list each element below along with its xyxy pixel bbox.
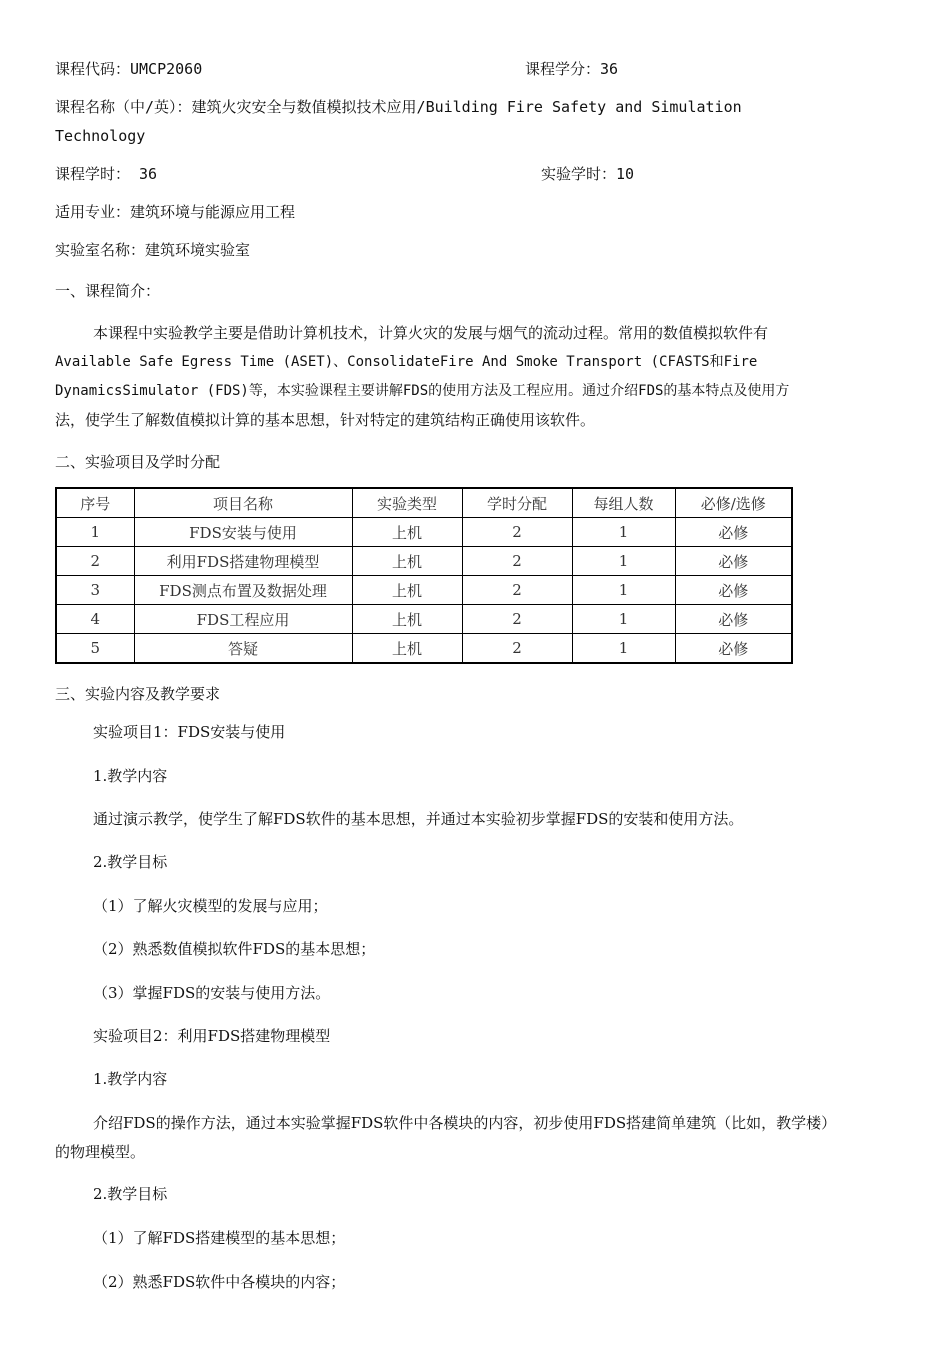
cell-hours: 2: [462, 547, 572, 576]
cell-group-size: 1: [572, 547, 675, 576]
cell-index: 4: [56, 605, 134, 634]
project1-goal-2: （2）熟悉数值模拟软件FDS的基本思想；: [93, 940, 376, 958]
cell-index: 5: [56, 634, 134, 664]
project1-goals-heading: 2.教学目标: [93, 853, 168, 871]
applicable-major: 适用专业：建筑环境与能源应用工程: [55, 203, 296, 221]
course-code: 课程代码：UMCP2060: [55, 60, 203, 78]
header-project-name: 项目名称: [134, 488, 352, 518]
cell-group-size: 1: [572, 518, 675, 547]
cell-required: 必修: [675, 605, 792, 634]
header-index: 序号: [56, 488, 134, 518]
cell-required: 必修: [675, 547, 792, 576]
course-credit: 课程学分：36: [525, 60, 619, 78]
course-name-line1: 课程名称（中/英）：建筑火灾安全与数值模拟技术应用/Building Fire Safety and Simulation: [55, 98, 742, 116]
cell-group-size: 1: [572, 605, 675, 634]
project2-goal-1: （1）了解FDS搭建模型的基本思想；: [93, 1229, 346, 1247]
table-row: [56, 547, 792, 576]
table-header-row: [56, 488, 792, 518]
cell-index: 3: [56, 576, 134, 605]
course-hours: 课程学时： 36: [55, 165, 158, 183]
cell-group-size: 1: [572, 576, 675, 605]
cell-lab-type: 上机: [352, 547, 462, 576]
header-required: 必修/选修: [675, 488, 792, 518]
project1-title: 实验项目1：FDS安装与使用: [93, 723, 286, 741]
table-row: [56, 518, 792, 547]
cell-hours: 2: [462, 576, 572, 605]
cell-index: 1: [56, 518, 134, 547]
intro-line-1: 本课程中实验教学主要是借助计算机技术，计算火灾的发展与烟气的流动过程。常用的数值模拟软件有: [93, 324, 769, 342]
cell-project-name: 答疑: [134, 634, 352, 664]
cell-lab-type: 上机: [352, 518, 462, 547]
project1-content-heading: 1.教学内容: [93, 767, 168, 785]
cell-required: 必修: [675, 634, 792, 664]
cell-project-name: FDS安装与使用: [134, 518, 352, 547]
project2-goals-heading: 2.教学目标: [93, 1185, 168, 1203]
intro-line-3: DynamicsSimulator (FDS)等，本实验课程主要讲解FDS的使用方法及工程应用。通过介绍FDS的基本特点及使用方: [55, 383, 790, 399]
project2-content-line2: 的物理模型。: [55, 1143, 146, 1161]
header-group-size: 每组人数: [572, 488, 675, 518]
cell-project-name: 利用FDS搭建物理模型: [134, 547, 352, 576]
table-row: [56, 605, 792, 634]
project2-content-line1: 介绍FDS的操作方法，通过本实验掌握FDS软件中各模块的内容，初步使用FDS搭建简单建筑（比如，教学楼）: [93, 1114, 837, 1132]
intro-line-4: 法，使学生了解数值模拟计算的基本思想，针对特定的建筑结构正确使用该软件。: [55, 411, 596, 429]
cell-required: 必修: [675, 576, 792, 605]
cell-project-name: FDS测点布置及数据处理: [134, 576, 352, 605]
project2-title: 实验项目2：利用FDS搭建物理模型: [93, 1027, 331, 1045]
cell-required: 必修: [675, 518, 792, 547]
section2-title: 二、实验项目及学时分配: [55, 453, 221, 471]
intro-line-2: Available Safe Egress Time (ASET)、ConsolidateFire And Smoke Transport (CFASTS和Fire: [55, 354, 758, 370]
cell-lab-type: 上机: [352, 634, 462, 664]
lab-schedule-table: [55, 487, 793, 664]
cell-index: 2: [56, 547, 134, 576]
cell-group-size: 1: [572, 634, 675, 664]
cell-lab-type: 上机: [352, 576, 462, 605]
lab-room-name: 实验室名称：建筑环境实验室: [55, 241, 251, 259]
cell-hours: 2: [462, 518, 572, 547]
project2-content-heading: 1.教学内容: [93, 1070, 168, 1088]
cell-project-name: FDS工程应用: [134, 605, 352, 634]
table-row: [56, 634, 792, 664]
table-row: [56, 576, 792, 605]
project1-goal-1: （1）了解火灾模型的发展与应用；: [93, 897, 328, 915]
header-hours: 学时分配: [462, 488, 572, 518]
project1-goal-3: （3）掌握FDS的安装与使用方法。: [93, 984, 331, 1002]
cell-hours: 2: [462, 605, 572, 634]
cell-lab-type: 上机: [352, 605, 462, 634]
section3-title: 三、实验内容及教学要求: [55, 685, 221, 703]
cell-hours: 2: [462, 634, 572, 664]
project1-content: 通过演示教学，使学生了解FDS软件的基本思想，并通过本实验初步掌握FDS的安装和使用方法。: [93, 810, 744, 828]
header-lab-type: 实验类型: [352, 488, 462, 518]
lab-hours: 实验学时：10: [541, 165, 635, 183]
course-name-line2: Technology: [55, 127, 146, 145]
section1-title: 一、课程简介：: [55, 282, 161, 300]
project2-goal-2: （2）熟悉FDS软件中各模块的内容；: [93, 1273, 346, 1291]
